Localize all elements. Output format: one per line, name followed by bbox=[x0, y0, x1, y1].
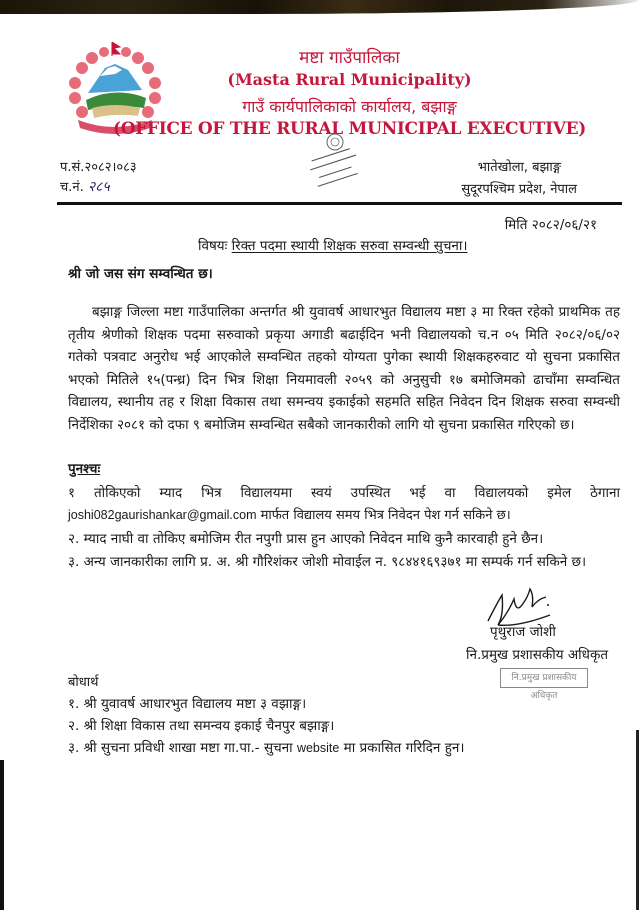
notice-body-text: बझाङ्ग जिल्ला मष्टा गाउँपालिका अन्तर्गत श्री युवावर्ष आधारभुत विद्यालय मष्टा ३ मा रिक्त रहेको प्राथमिक तह तृतीय श्रेणीको शिक्षक पदमा सरुवाको प्रकृया अगाडी बढाईदिन भनी विद्यालयको च.न ०५ मिति २०८२/०६/०२ गतेको पत्रवाट अनुरोध भई आएकोले सम्वन्धित तहको योग्यता पुगेका स्थायी शिक्षकहरुवाट यो सुचना प्रकासित भएको मितिले १५(पन्ध्र) दिन भित्र शिक्षा नियमावली २०५९ को अनुसुची १७ बमोजिमको ढाचाँमा सम्वन्धित विद्यालय, स्थानीय तह र शिक्षा विकास तथा समन्वय इकाईको सहमति सहित निवेदन दिन शिक्षक सरुवा सम्वन्धी निर्देशिका २०८१ को दफा ९ बमोजिम सम्वन्धित सबैको जानकारीको लागि यो सुचना प्रकासित गरिएको छ। bbox=[68, 304, 620, 433]
subject-label: विषयः bbox=[198, 238, 228, 254]
chalani-number bbox=[60, 177, 110, 196]
subject-line bbox=[198, 236, 468, 254]
bodhartha-item bbox=[68, 738, 465, 756]
postscript-item-2: २. म्याद नाघी वा तोकिए बमोजिम रीत नपुगी प्रास हुन आएको निवेदन माथि कुनै कारवाही हुने छैन। bbox=[68, 531, 544, 547]
bodhartha-item-3-prefix: ३. श्री सुचना प्रविधी शाखा मष्टा गा.पा.- सुचना bbox=[68, 740, 297, 756]
bodhartha-item: १. श्री युवावर्ष आधारभुत विद्यालय मष्टा ३ वझाङ्ग। bbox=[68, 696, 307, 712]
address-line-2: सुदूरपश्चिम प्रदेश, नेपाल bbox=[461, 182, 577, 197]
designation-stamp: नि.प्रमुख प्रशासकीय अधिकृत bbox=[500, 668, 588, 688]
office-seal-icon bbox=[300, 130, 370, 192]
bodhartha-item-3-suffix: मा प्रकासित गरिदिन हुन। bbox=[339, 740, 465, 756]
chalani-value: २८५ bbox=[87, 179, 110, 195]
notice-body bbox=[68, 301, 620, 436]
header-divider bbox=[57, 202, 622, 205]
salutation: श्री जो जस संग सम्वन्धित छ। bbox=[68, 266, 213, 282]
chalani-label: च.नं. bbox=[60, 180, 84, 195]
scan-edge-top bbox=[0, 0, 639, 14]
bodhartha-item-3-website: website bbox=[296, 741, 340, 755]
bodhartha-item: २. श्री शिक्षा विकास तथा समन्वय इकाई चैनपुर बझाङ्ग। bbox=[68, 718, 335, 734]
school-email-link[interactable]: joshi082gaurishankar@gmail.com bbox=[68, 508, 257, 522]
municipality-name-en: (Masta Rural Municipality) bbox=[227, 70, 472, 89]
postscript-item-1-line-2 bbox=[68, 505, 511, 523]
subject-text: रिक्त पदमा स्थायी शिक्षक सरुवा सम्वन्धी सुचना। bbox=[231, 238, 468, 254]
postscript-item-1-rest: मार्फत विद्यालय समय भित्र निवेदन पेश गर्न सकिने छ। bbox=[256, 508, 511, 523]
patra-sankhya bbox=[60, 157, 137, 175]
signatory-name: पृथुराज जोशी bbox=[490, 624, 556, 640]
postscript-item-1-line-1: १ तोकिएको म्याद भित्र विद्यालयमा स्वयं उपस्थित भई वा विद्यालयको इमेल ठेगाना bbox=[68, 485, 620, 501]
municipality-name-np: मष्टा गाउँपालिका bbox=[299, 48, 400, 68]
patra-sankhya-value: २०८२।०८३ bbox=[84, 160, 137, 175]
address-line-1: भातेखोला, बझाङ्ग bbox=[477, 160, 561, 175]
scan-edge-left bbox=[0, 760, 4, 910]
patra-sankhya-label: प.सं. bbox=[60, 160, 85, 175]
letter-date: मिति २०८२/०६/२१ bbox=[504, 217, 597, 233]
postscript-title: पुनश्चः bbox=[68, 461, 101, 477]
office-name-en: (OFFICE OF THE RURAL MUNICIPAL EXECUTIVE) bbox=[112, 119, 587, 139]
postscript-item-3: ३. अन्य जानकारीका लागि प्र. अ. श्री गौरिशंकर जोशी मोवाईल न. ९८४४१६९३७१ मा सम्पर्क गर्न सकिने छ। bbox=[68, 554, 587, 570]
office-name-np: गाउँ कार्यपालिकाको कार्यालय, बझाङ्ग bbox=[242, 97, 457, 116]
bodhartha-title: बोधार्थ bbox=[68, 675, 99, 690]
signatory-designation: नि.प्रमुख प्रशासकीय अधिकृत bbox=[466, 647, 609, 663]
